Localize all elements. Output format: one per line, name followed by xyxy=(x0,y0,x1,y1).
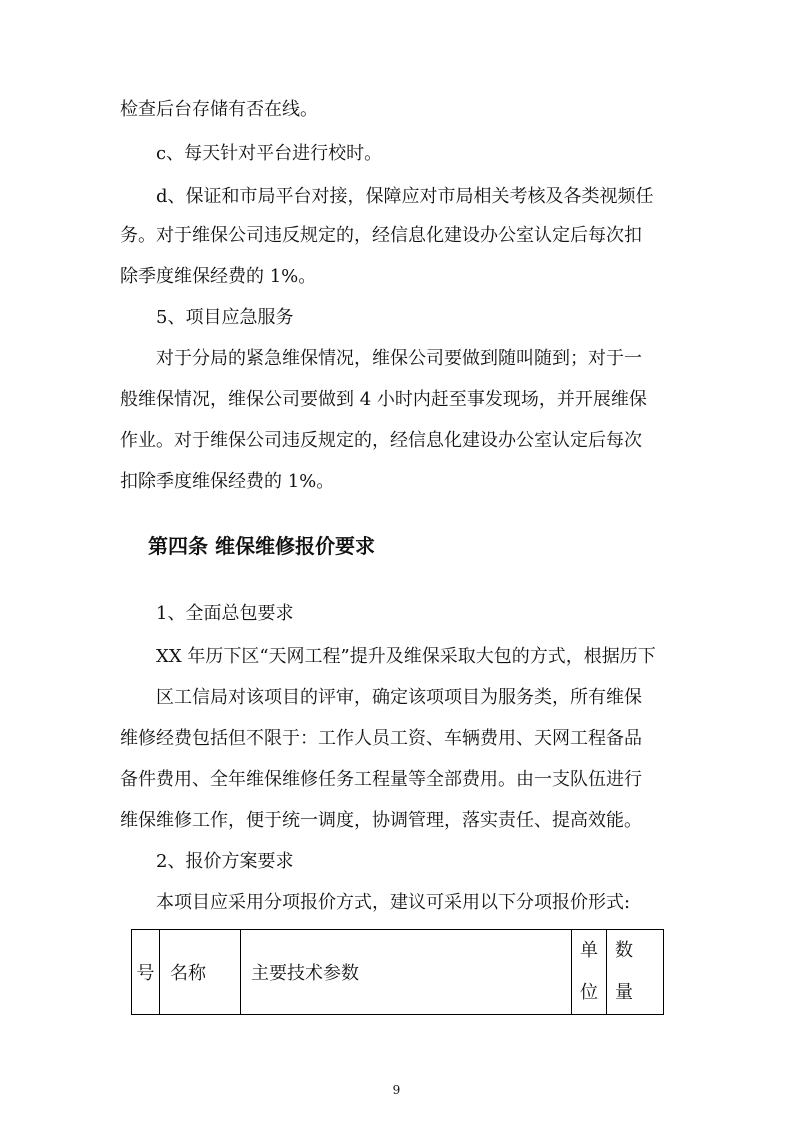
body-text-line: 备件费用、全年维保维修任务工程量等全部费用。由一支队伍进行 xyxy=(120,769,642,790)
quote-table xyxy=(131,929,664,1015)
table-header-name: 名称 xyxy=(160,930,241,1015)
body-text-line: 维保维修工作，便于统一调度，协调管理，落实责任、提高效能。 xyxy=(120,810,642,831)
table-header-param: 主要技术参数 xyxy=(241,930,572,1015)
table-header-unit-part1: 单 xyxy=(580,940,598,961)
body-text-line: 1、全面总包要求 xyxy=(156,603,294,624)
table-header-qty-part2: 量 xyxy=(615,982,633,1003)
body-text-line: 作业。对于维保公司违反规定的，经信息化建设办公室认定后每次 xyxy=(120,430,642,451)
body-text-line: 除季度维保经费的 1%。 xyxy=(120,266,317,287)
table-header-unit xyxy=(572,930,607,1015)
table-header-row xyxy=(132,930,664,1015)
table-header-qty-part1: 数 xyxy=(615,940,633,961)
body-text-line: 本项目应采用分项报价方式，建议可采用以下分项报价形式: xyxy=(156,892,631,913)
body-text-line: d、保证和市局平台对接，保障应对市局相关考核及各类视频任 xyxy=(156,186,654,207)
body-text-line: 区工信局对该项目的评审，确定该项项目为服务类，所有维保 xyxy=(156,687,642,708)
body-text-line: 检查后台存储有否在线。 xyxy=(120,99,318,120)
body-text-line: 般维保情况，维保公司要做到 4 小时内赶至事发现场，并开展维保 xyxy=(120,389,647,410)
body-text-line: 扣除季度维保经费的 1%。 xyxy=(120,471,335,492)
body-text-line: 维修经费包括但不限于：工作人员工资、车辆费用、天网工程备品 xyxy=(120,728,642,749)
page-number: 9 xyxy=(392,1083,401,1097)
table-header-no: 号 xyxy=(132,930,160,1015)
body-text-line: c、每天针对平台进行校时。 xyxy=(156,143,383,164)
section-heading: 第四条 维保维修报价要求 xyxy=(148,534,375,558)
table-header-qty xyxy=(607,930,664,1015)
body-text-line: XX 年历下区“天网工程”提升及维保采取大包的方式，根据历下 xyxy=(156,646,656,667)
body-text-line: 务。对于维保公司违反规定的，经信息化建设办公室认定后每次扣 xyxy=(120,225,642,246)
body-text-line: 对于分局的紧急维保情况，维保公司要做到随叫随到；对于一 xyxy=(156,348,642,369)
table-header-unit-part2: 位 xyxy=(580,982,598,1003)
body-text-line: 5、项目应急服务 xyxy=(156,307,294,328)
body-text-line: 2、报价方案要求 xyxy=(156,851,294,872)
